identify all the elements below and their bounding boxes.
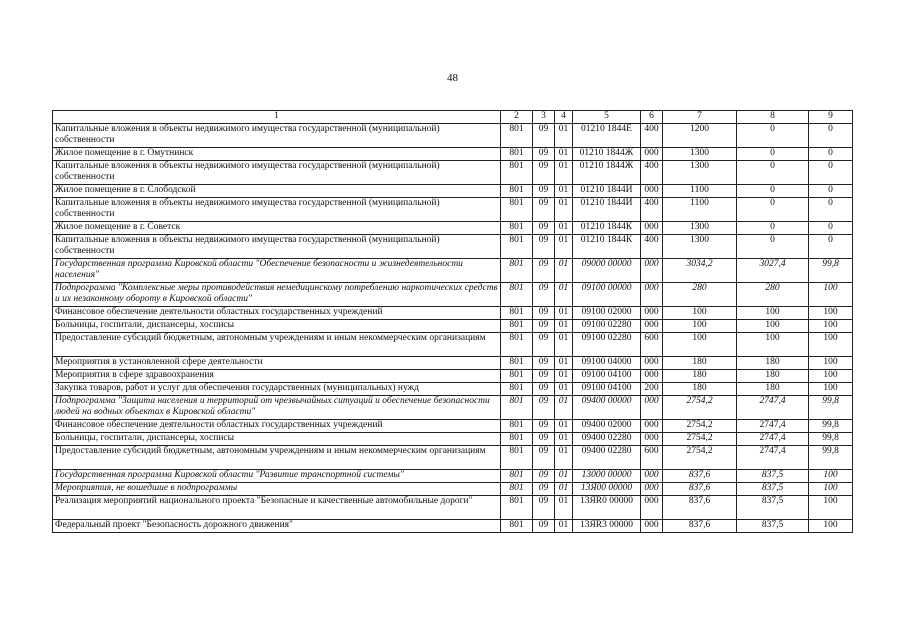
planned-amount-cell: 1300 — [663, 235, 737, 259]
table-row — [53, 383, 853, 396]
actual-amount-cell: 0 — [737, 185, 809, 198]
expense-type-cell: 000 — [641, 496, 663, 520]
percent-cell: 100 — [809, 470, 853, 483]
column-header: 3 — [533, 111, 555, 124]
subsubsection-code-cell: 01 — [555, 483, 573, 496]
percent-cell: 99,8 — [809, 396, 853, 420]
expense-type-cell: 400 — [641, 161, 663, 185]
target-article-cell: 09100 00000 — [573, 283, 641, 307]
actual-amount-cell: 2747,4 — [737, 433, 809, 446]
planned-amount-cell: 100 — [663, 320, 737, 333]
section-code-cell: 801 — [501, 333, 533, 357]
planned-amount-cell: 100 — [663, 333, 737, 357]
row-name-cell: Финансовое обеспечение деятельности областных государственных учреждений — [53, 307, 501, 320]
subsection-code-cell: 09 — [533, 433, 555, 446]
row-name-cell: Мероприятия в установленной сфере деятельности — [53, 357, 501, 370]
subsubsection-code-cell: 01 — [555, 470, 573, 483]
subsection-code-cell: 09 — [533, 470, 555, 483]
planned-amount-cell: 2754,2 — [663, 446, 737, 470]
section-code-cell: 801 — [501, 148, 533, 161]
row-name-cell: Жилое помещение в г. Слободской — [53, 185, 501, 198]
table-row — [53, 222, 853, 235]
percent-cell: 100 — [809, 357, 853, 370]
subsubsection-code-cell: 01 — [555, 333, 573, 357]
subsubsection-code-cell: 01 — [555, 396, 573, 420]
section-code-cell: 801 — [501, 320, 533, 333]
row-name-cell: Подпрограмма "Защита населения и территорий от чрезвычайных ситуаций и обеспечение безопасности людей на водных объектах в Кировской области" — [53, 396, 501, 420]
expense-type-cell: 000 — [641, 283, 663, 307]
percent-cell: 100 — [809, 307, 853, 320]
row-name-cell: Больницы, госпитали, диспансеры, хосписы — [53, 320, 501, 333]
planned-amount-cell: 1100 — [663, 198, 737, 222]
target-article-cell: 13Я00 00000 — [573, 483, 641, 496]
row-name-cell: Финансовое обеспечение деятельности областных государственных учреждений — [53, 420, 501, 433]
section-code-cell: 801 — [501, 446, 533, 470]
expense-type-cell: 000 — [641, 520, 663, 533]
subsubsection-code-cell: 01 — [555, 259, 573, 283]
subsubsection-code-cell: 01 — [555, 198, 573, 222]
expense-type-cell: 000 — [641, 148, 663, 161]
table-row — [53, 420, 853, 433]
subsection-code-cell: 09 — [533, 520, 555, 533]
expense-type-cell: 000 — [641, 222, 663, 235]
row-name-cell: Предоставление субсидий бюджетным, автономным учреждениям и иным некоммерческим организациям — [53, 446, 501, 470]
target-article-cell: 13ЯR0 00000 — [573, 496, 641, 520]
planned-amount-cell: 837,6 — [663, 496, 737, 520]
percent-cell: 0 — [809, 198, 853, 222]
column-header: 8 — [737, 111, 809, 124]
subsection-code-cell: 09 — [533, 370, 555, 383]
target-article-cell: 09400 02000 — [573, 420, 641, 433]
section-code-cell: 801 — [501, 185, 533, 198]
expense-type-cell: 400 — [641, 124, 663, 148]
row-name-cell: Жилое помещение в г. Советск — [53, 222, 501, 235]
subsection-code-cell: 09 — [533, 357, 555, 370]
planned-amount-cell: 2754,2 — [663, 396, 737, 420]
table-row — [53, 198, 853, 222]
expense-type-cell: 000 — [641, 370, 663, 383]
column-header: 2 — [501, 111, 533, 124]
planned-amount-cell: 837,6 — [663, 470, 737, 483]
actual-amount-cell: 180 — [737, 357, 809, 370]
subsection-code-cell: 09 — [533, 420, 555, 433]
subsection-code-cell: 09 — [533, 124, 555, 148]
expense-type-cell: 000 — [641, 357, 663, 370]
section-code-cell: 801 — [501, 433, 533, 446]
planned-amount-cell: 837,6 — [663, 520, 737, 533]
subsubsection-code-cell: 01 — [555, 222, 573, 235]
subsubsection-code-cell: 01 — [555, 307, 573, 320]
section-code-cell: 801 — [501, 283, 533, 307]
percent-cell: 100 — [809, 496, 853, 520]
actual-amount-cell: 837,5 — [737, 496, 809, 520]
section-code-cell: 801 — [501, 370, 533, 383]
subsubsection-code-cell: 01 — [555, 235, 573, 259]
expense-type-cell: 000 — [641, 396, 663, 420]
expense-type-cell: 000 — [641, 259, 663, 283]
subsection-code-cell: 09 — [533, 259, 555, 283]
section-code-cell: 801 — [501, 470, 533, 483]
subsection-code-cell: 09 — [533, 283, 555, 307]
percent-cell: 0 — [809, 148, 853, 161]
subsubsection-code-cell: 01 — [555, 496, 573, 520]
row-name-cell: Больницы, госпитали, диспансеры, хосписы — [53, 433, 501, 446]
table-row — [53, 357, 853, 370]
actual-amount-cell: 0 — [737, 148, 809, 161]
expense-type-cell: 000 — [641, 320, 663, 333]
table-row — [53, 333, 853, 357]
table-row — [53, 148, 853, 161]
percent-cell: 99,8 — [809, 420, 853, 433]
target-article-cell: 09100 04000 — [573, 357, 641, 370]
row-name-cell: Подпрограмма "Комплексные меры противодействия немедицинскому потреблению наркотических средств и их незаконному обороту в Кировской области" — [53, 283, 501, 307]
actual-amount-cell: 0 — [737, 235, 809, 259]
target-article-cell: 09400 02280 — [573, 433, 641, 446]
row-name-cell: Закупка товаров, работ и услуг для обеспечения государственных (муниципальных) нужд — [53, 383, 501, 396]
target-article-cell: 09100 02000 — [573, 307, 641, 320]
planned-amount-cell: 1300 — [663, 161, 737, 185]
planned-amount-cell: 2754,2 — [663, 420, 737, 433]
percent-cell: 100 — [809, 283, 853, 307]
planned-amount-cell: 837,6 — [663, 483, 737, 496]
subsubsection-code-cell: 01 — [555, 124, 573, 148]
actual-amount-cell: 100 — [737, 307, 809, 320]
column-header: 6 — [641, 111, 663, 124]
planned-amount-cell: 2754,2 — [663, 433, 737, 446]
section-code-cell: 801 — [501, 496, 533, 520]
subsection-code-cell: 09 — [533, 222, 555, 235]
target-article-cell: 01210 1844И — [573, 198, 641, 222]
table-row — [53, 259, 853, 283]
expense-type-cell: 000 — [641, 307, 663, 320]
actual-amount-cell: 0 — [737, 222, 809, 235]
table-row — [53, 396, 853, 420]
page-number: 48 — [447, 72, 458, 84]
target-article-cell: 01210 1844Ж — [573, 161, 641, 185]
target-article-cell: 09100 04100 — [573, 370, 641, 383]
subsection-code-cell: 09 — [533, 148, 555, 161]
row-name-cell: Предоставление субсидий бюджетным, автономным учреждениям и иным некоммерческим организациям — [53, 333, 501, 357]
table-row — [53, 185, 853, 198]
subsubsection-code-cell: 01 — [555, 148, 573, 161]
target-article-cell: 13000 00000 — [573, 470, 641, 483]
subsection-code-cell: 09 — [533, 185, 555, 198]
table-row — [53, 161, 853, 185]
actual-amount-cell: 0 — [737, 161, 809, 185]
table-row — [53, 124, 853, 148]
percent-cell: 100 — [809, 320, 853, 333]
planned-amount-cell: 3034,2 — [663, 259, 737, 283]
expense-type-cell: 000 — [641, 420, 663, 433]
budget-table — [52, 110, 853, 533]
column-header: 9 — [809, 111, 853, 124]
row-name-cell: Мероприятия, не вошедшие в подпрограммы — [53, 483, 501, 496]
section-code-cell: 801 — [501, 357, 533, 370]
actual-amount-cell: 100 — [737, 320, 809, 333]
table-row — [53, 470, 853, 483]
target-article-cell: 01210 1844И — [573, 185, 641, 198]
expense-type-cell: 400 — [641, 235, 663, 259]
target-article-cell: 01210 1844Ж — [573, 148, 641, 161]
planned-amount-cell: 180 — [663, 357, 737, 370]
percent-cell: 100 — [809, 383, 853, 396]
target-article-cell: 09400 00000 — [573, 396, 641, 420]
section-code-cell: 801 — [501, 161, 533, 185]
percent-cell: 0 — [809, 222, 853, 235]
subsubsection-code-cell: 01 — [555, 433, 573, 446]
subsubsection-code-cell: 01 — [555, 283, 573, 307]
percent-cell: 99,8 — [809, 433, 853, 446]
table-row — [53, 370, 853, 383]
row-name-cell: Капитальные вложения в объекты недвижимого имущества государственной (муниципальной) собственности — [53, 161, 501, 185]
expense-type-cell: 000 — [641, 185, 663, 198]
column-header: 4 — [555, 111, 573, 124]
expense-type-cell: 000 — [641, 433, 663, 446]
actual-amount-cell: 837,5 — [737, 520, 809, 533]
row-name-cell: Мероприятия в сфере здравоохранения — [53, 370, 501, 383]
subsection-code-cell: 09 — [533, 235, 555, 259]
table-row — [53, 320, 853, 333]
subsection-code-cell: 09 — [533, 396, 555, 420]
target-article-cell: 01210 1844К — [573, 222, 641, 235]
section-code-cell: 801 — [501, 383, 533, 396]
target-article-cell: 09400 02280 — [573, 446, 641, 470]
subsection-code-cell: 09 — [533, 483, 555, 496]
subsubsection-code-cell: 01 — [555, 185, 573, 198]
row-name-cell: Федеральный проект "Безопасность дорожного движения" — [53, 520, 501, 533]
percent-cell: 0 — [809, 161, 853, 185]
subsubsection-code-cell: 01 — [555, 383, 573, 396]
percent-cell: 0 — [809, 124, 853, 148]
column-header: 1 — [53, 111, 501, 124]
row-name-cell: Капитальные вложения в объекты недвижимого имущества государственной (муниципальной) собственности — [53, 198, 501, 222]
actual-amount-cell: 180 — [737, 370, 809, 383]
actual-amount-cell: 2747,4 — [737, 420, 809, 433]
table-row — [53, 283, 853, 307]
percent-cell: 100 — [809, 520, 853, 533]
row-name-cell: Реализация мероприятий национального проекта "Безопасные и качественные автомобильные дороги" — [53, 496, 501, 520]
planned-amount-cell: 1100 — [663, 185, 737, 198]
subsection-code-cell: 09 — [533, 446, 555, 470]
table-row — [53, 496, 853, 520]
table-row — [53, 307, 853, 320]
subsubsection-code-cell: 01 — [555, 420, 573, 433]
table-row — [53, 433, 853, 446]
subsection-code-cell: 09 — [533, 161, 555, 185]
target-article-cell: 09100 04100 — [573, 383, 641, 396]
planned-amount-cell: 180 — [663, 370, 737, 383]
planned-amount-cell: 180 — [663, 383, 737, 396]
planned-amount-cell: 100 — [663, 307, 737, 320]
actual-amount-cell: 2747,4 — [737, 396, 809, 420]
section-code-cell: 801 — [501, 307, 533, 320]
actual-amount-cell: 3027,4 — [737, 259, 809, 283]
percent-cell: 100 — [809, 333, 853, 357]
target-article-cell: 13ЯR3 00000 — [573, 520, 641, 533]
section-code-cell: 801 — [501, 483, 533, 496]
column-header: 5 — [573, 111, 641, 124]
percent-cell: 100 — [809, 483, 853, 496]
planned-amount-cell: 1300 — [663, 148, 737, 161]
row-name-cell: Капитальные вложения в объекты недвижимого имущества государственной (муниципальной) собственности — [53, 124, 501, 148]
subsection-code-cell: 09 — [533, 198, 555, 222]
subsubsection-code-cell: 01 — [555, 320, 573, 333]
target-article-cell: 01210 1844Е — [573, 124, 641, 148]
table-row — [53, 446, 853, 470]
section-code-cell: 801 — [501, 222, 533, 235]
target-article-cell: 09000 00000 — [573, 259, 641, 283]
header-row — [53, 111, 853, 124]
table-row — [53, 483, 853, 496]
row-name-cell: Капитальные вложения в объекты недвижимого имущества государственной (муниципальной) собственности — [53, 235, 501, 259]
actual-amount-cell: 837,5 — [737, 470, 809, 483]
section-code-cell: 801 — [501, 235, 533, 259]
actual-amount-cell: 280 — [737, 283, 809, 307]
expense-type-cell: 600 — [641, 446, 663, 470]
subsection-code-cell: 09 — [533, 307, 555, 320]
subsubsection-code-cell: 01 — [555, 357, 573, 370]
subsection-code-cell: 09 — [533, 383, 555, 396]
table-body — [53, 124, 853, 533]
table-row — [53, 520, 853, 533]
target-article-cell: 01210 1844К — [573, 235, 641, 259]
column-header: 7 — [663, 111, 737, 124]
actual-amount-cell: 2747,4 — [737, 446, 809, 470]
subsection-code-cell: 09 — [533, 320, 555, 333]
expense-type-cell: 000 — [641, 470, 663, 483]
subsection-code-cell: 09 — [533, 333, 555, 357]
percent-cell: 99,8 — [809, 446, 853, 470]
row-name-cell: Государственная программа Кировской области "Обеспечение безопасности и жизнедеятельности населения" — [53, 259, 501, 283]
section-code-cell: 801 — [501, 198, 533, 222]
percent-cell: 99,8 — [809, 259, 853, 283]
subsubsection-code-cell: 01 — [555, 161, 573, 185]
actual-amount-cell: 180 — [737, 383, 809, 396]
percent-cell: 100 — [809, 370, 853, 383]
planned-amount-cell: 1300 — [663, 222, 737, 235]
section-code-cell: 801 — [501, 124, 533, 148]
target-article-cell: 09100 02280 — [573, 333, 641, 357]
percent-cell: 0 — [809, 235, 853, 259]
expense-type-cell: 600 — [641, 333, 663, 357]
planned-amount-cell: 1200 — [663, 124, 737, 148]
section-code-cell: 801 — [501, 420, 533, 433]
subsubsection-code-cell: 01 — [555, 446, 573, 470]
actual-amount-cell: 0 — [737, 198, 809, 222]
actual-amount-cell: 837,5 — [737, 483, 809, 496]
percent-cell: 0 — [809, 185, 853, 198]
section-code-cell: 801 — [501, 259, 533, 283]
section-code-cell: 801 — [501, 520, 533, 533]
subsubsection-code-cell: 01 — [555, 520, 573, 533]
row-name-cell: Жилое помещение в г. Омутнинск — [53, 148, 501, 161]
subsection-code-cell: 09 — [533, 496, 555, 520]
row-name-cell: Государственная программа Кировской области "Развитие транспортной системы" — [53, 470, 501, 483]
target-article-cell: 09100 02280 — [573, 320, 641, 333]
expense-type-cell: 000 — [641, 483, 663, 496]
planned-amount-cell: 280 — [663, 283, 737, 307]
expense-type-cell: 200 — [641, 383, 663, 396]
actual-amount-cell: 100 — [737, 333, 809, 357]
actual-amount-cell: 0 — [737, 124, 809, 148]
expense-type-cell: 400 — [641, 198, 663, 222]
section-code-cell: 801 — [501, 396, 533, 420]
table-row — [53, 235, 853, 259]
subsubsection-code-cell: 01 — [555, 370, 573, 383]
